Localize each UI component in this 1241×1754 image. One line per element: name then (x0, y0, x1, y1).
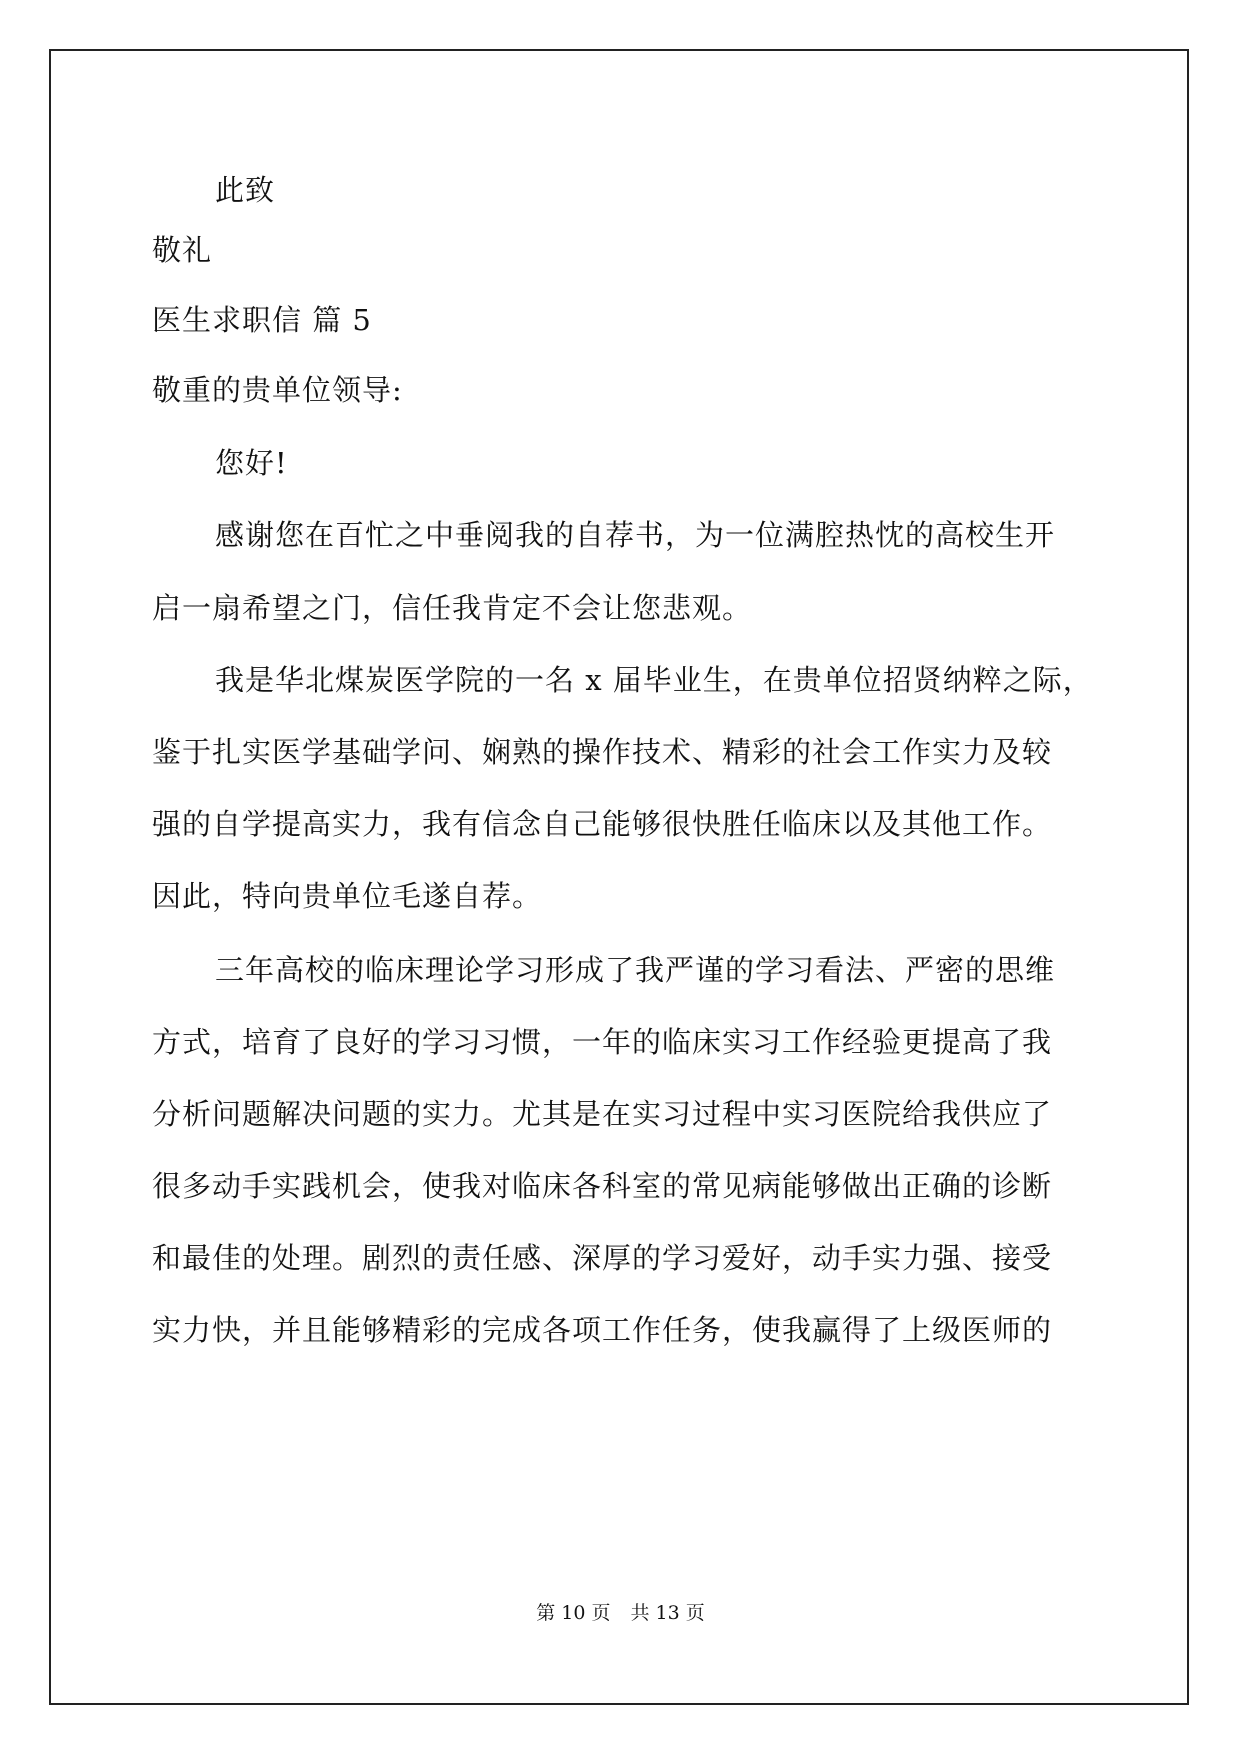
paragraph-line: 实力快，并且能够精彩的完成各项工作任务，使我赢得了上级医师的 (152, 1313, 1053, 1347)
paragraph-line: 方式，培育了良好的学习习惯，一年的临床实习工作经验更提高了我 (152, 1025, 1053, 1059)
section-title: 医生求职信 篇 5 (152, 303, 372, 337)
paragraph-line: 和最佳的处理。剧烈的责任感、深厚的学习爱好，动手实力强、接受 (152, 1241, 1053, 1275)
greeting: 您好! (215, 446, 288, 480)
page-total: 共 13 页 (630, 1602, 705, 1624)
paragraph-line: 感谢您在百忙之中垂阅我的自荐书，为一位满腔热忱的高校生开 (215, 518, 1056, 552)
paragraph-line: 因此，特向贵单位毛遂自荐。 (152, 879, 543, 913)
paragraph-line: 很多动手实践机会，使我对临床各科室的常见病能够做出正确的诊断 (152, 1169, 1053, 1203)
paragraph-line: 我是华北煤炭医学院的一名 x 届毕业生，在贵单位招贤纳粹之际， (215, 663, 1093, 697)
paragraph-line: 鉴于扎实医学基础学问、娴熟的操作技术、精彩的社会工作实力及较 (152, 735, 1053, 769)
closing-line-2: 敬礼 (152, 233, 213, 267)
closing-line-1: 此致 (215, 173, 276, 207)
paragraph-line: 启一扇希望之门，信任我肯定不会让您悲观。 (152, 591, 753, 625)
page-number: 第 10 页 (536, 1602, 611, 1624)
page-footer (0, 1600, 1241, 1626)
paragraph-line: 强的自学提高实力，我有信念自己能够很快胜任临床以及其他工作。 (152, 807, 1053, 841)
paragraph-line: 三年高校的临床理论学习形成了我严谨的学习看法、严密的思维 (215, 953, 1056, 987)
paragraph-line: 分析问题解决问题的实力。尤其是在实习过程中实习医院给我供应了 (152, 1097, 1053, 1131)
salutation: 敬重的贵单位领导: (152, 373, 403, 407)
